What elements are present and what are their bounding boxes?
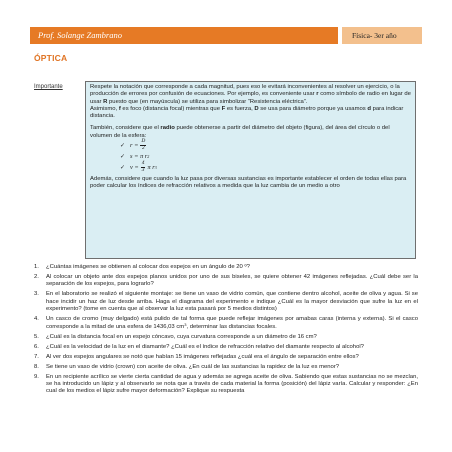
question-item xyxy=(34,316,418,331)
question-number: 6. xyxy=(34,343,39,350)
formula-1-lhs: r = xyxy=(130,141,139,149)
note-paragraph-1-text: Respete la notación que corresponde a cada magnitud, pues eso le evitará inconvenientes al resolver un ejercicio, o la producción de errores por confusión de ecuaciones. Por ejemplo, es conveniente usar r como símbolo de radio en lugar de usar R puesto que (en mayúscula) se utiliza para simbolizar “Resistencia eléctrica”. xyxy=(90,84,411,105)
question-text: Se tiene un vaso de vidrio (crown) con aceite de oliva. ¿En cuál de las sustancias la rapidez de la luz es menor? xyxy=(46,363,340,370)
question-item xyxy=(34,274,418,289)
note-paragraph-2-text: Asimismo, f es foco (distancia focal) mientras que F es fuerza, D se usa para diámetro porque ya usamos d para indicar distancia. xyxy=(90,105,404,120)
question-list xyxy=(34,264,418,398)
note-paragraph-2 xyxy=(90,106,411,121)
formula-3-lhs: v = xyxy=(130,163,139,171)
question-text: ¿Cuál es la velocidad de la luz en el diamante? ¿Cuál es el índice de refracción relativo del diamante respecto al alcohol? xyxy=(46,343,364,350)
question-text: ¿Cuál es la distancia focal en un espejo cóncavo, cuya curvatura corresponde a un diámetro de 16 cm? xyxy=(46,333,317,340)
formula-area: ✓ s = π r 2 xyxy=(120,152,150,160)
question-number: 5. xyxy=(34,333,39,340)
question-number: 4. xyxy=(34,316,39,323)
note-paragraph-1 xyxy=(90,84,411,106)
formula-volume: ✓ v = $\frac{4}{3}$ π r 3 xyxy=(120,160,157,174)
question-item xyxy=(34,264,418,271)
formula-3-rhs: π r xyxy=(147,163,155,171)
question-number: 8. xyxy=(34,363,39,370)
formula-3-denominator: 3 xyxy=(141,167,145,174)
question-number: 7. xyxy=(34,353,39,360)
formula-1-denominator: 2 xyxy=(142,145,145,152)
question-exponent: 3 xyxy=(184,321,187,327)
question-text: En un recipiente acrílico se vierte cierta cantidad de agua y además se agrega aceite de oliva. Sabiendo que estas sustancias no se mezclan, se ha introducido un lápiz y al observarlo se nota que a través de cada material la forma (posición) del lápiz varía. Calcular y responder: ¿En cual de los medios el lápiz sufre mayor deformación? Explique su respuesta xyxy=(46,373,418,395)
question-number: 1. xyxy=(34,264,39,270)
question-item xyxy=(34,334,418,341)
formula-1-numerator: D xyxy=(141,138,146,145)
question-text: En el laboratorio se realizó el siguiente montaje: se tiene un vaso de vidrio común, que contiene dentro alcohol, aceite de oliva y agua. Si se hace incidir un haz de luz desde arriba. Haga el diagrama del experimento e indique ¿Cuál es la mayor desviación que sufre la luz en el experimento? (tome en cuenta que al observar la luz esta pasará por 5 medios distintos) xyxy=(46,291,418,313)
check-icon: ✓ xyxy=(120,152,126,160)
formula-1-fraction xyxy=(140,139,146,151)
question-text: Al colocar un objeto ante dos espejos planos unidos por uno de sus biseles, se quiere obtener 42 imágenes reflejadas. ¿Cuál debe ser la separación de los espejos, para lograrlo? xyxy=(46,274,418,288)
section-title: ÓPTICA xyxy=(34,53,68,63)
note-box xyxy=(85,81,416,259)
important-label: Importante xyxy=(34,84,63,90)
formula-radius-diameter xyxy=(90,140,411,151)
page-header xyxy=(30,27,422,44)
question-text: ¿Cuántas imágenes se obtienen al colocar dos espejos en un ángulo de 20 º? xyxy=(46,264,250,270)
question-item xyxy=(34,374,418,396)
course-banner: Física- 3er año xyxy=(342,27,422,44)
formula-2-text: s = π r xyxy=(130,152,148,160)
check-icon: ✓ xyxy=(120,163,126,171)
note-paragraph-4: Además, considere que cuando la luz pasa por diversas sustancias es importante establecer el orden de todas ellas para poder calcular los índices de refracción relativos a medida que la luz cambia de un medio a otro xyxy=(90,176,407,190)
question-text: Un casco de cromo (muy delgado) está pulido de tal forma que puede reflejar imágenes por amabas caras (interna y externa). Si el casco corresponde a la mitad de una esfera de 1436,03 $cm^3$, determinar las distancias focales. xyxy=(46,316,418,330)
formula-3-fraction xyxy=(141,161,146,173)
note-paragraph-3-text: También, considere que el radio puede obtenerse a partir del diámetro del objeto (figura), del área del círculo o del volumen de la esfera: xyxy=(90,125,390,139)
question-number: 2. xyxy=(34,274,39,280)
note-paragraph-3 xyxy=(90,125,411,140)
formula-3-numerator: 4 xyxy=(141,160,145,167)
question-item xyxy=(34,364,418,371)
question-item xyxy=(34,291,418,313)
question-text: Al ver dos espejos angulares se notó que habían 15 imágenes reflejadas ¿cuál era el ángulo de separación entre ellos? xyxy=(46,353,359,360)
question-item xyxy=(34,354,418,361)
question-item xyxy=(34,344,418,351)
question-number: 3. xyxy=(34,291,39,298)
check-icon: ✓ xyxy=(120,141,126,149)
author-banner: Prof. Solange Zambrano xyxy=(30,27,338,44)
question-number: 9. xyxy=(34,373,39,380)
